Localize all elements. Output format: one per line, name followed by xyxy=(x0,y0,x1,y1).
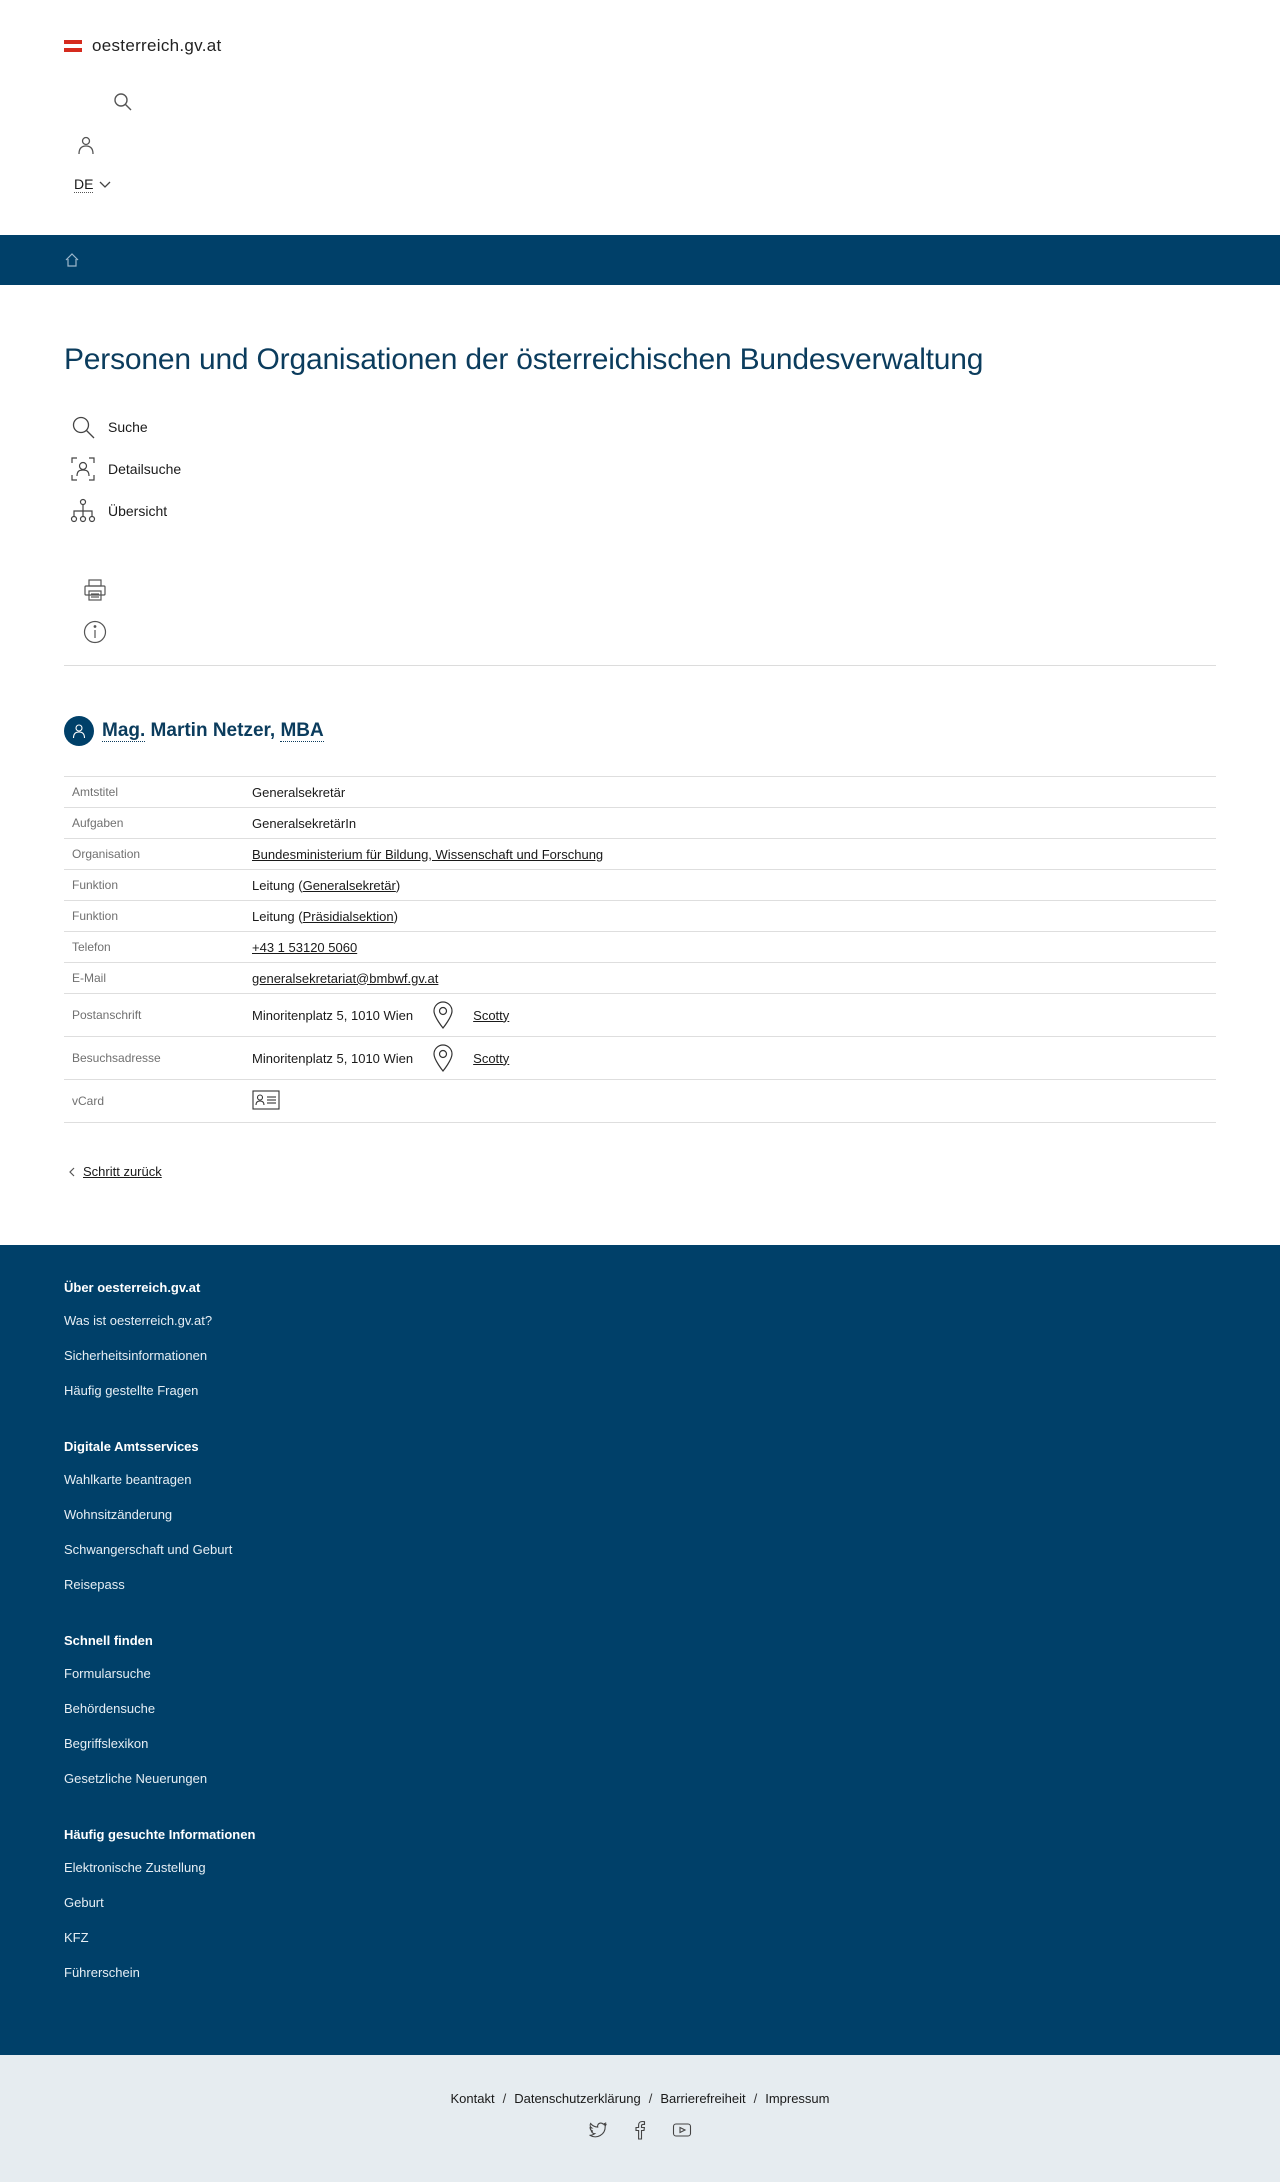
footer-link[interactable]: Wahlkarte beantragen xyxy=(64,1472,192,1487)
table-row xyxy=(64,839,1216,870)
row-label: Funktion xyxy=(64,870,244,901)
row-label: Aufgaben xyxy=(64,808,244,839)
function-suffix: ) xyxy=(395,877,401,893)
back-link[interactable] xyxy=(68,1164,162,1179)
phone-link[interactable]: +43 1 53120 5060 xyxy=(252,939,358,955)
scotty-link[interactable]: Scotty xyxy=(473,1007,510,1023)
table-row xyxy=(64,1037,1216,1080)
function-prefix: Leitung ( xyxy=(252,877,303,893)
search-icon xyxy=(70,414,96,440)
map-pin-icon xyxy=(431,1001,455,1029)
scotty-link[interactable]: Scotty xyxy=(473,1050,510,1066)
function-link-generalsekretaer[interactable]: Generalsekretär xyxy=(302,877,396,893)
facebook-icon[interactable] xyxy=(630,2120,650,2140)
home-icon[interactable] xyxy=(62,250,82,270)
person-avatar-icon xyxy=(64,716,94,746)
imprint-link[interactable]: Impressum xyxy=(765,2091,830,2106)
postal-address: Minoritenplatz 5, 1010 Wien xyxy=(252,1007,414,1023)
info-icon[interactable] xyxy=(82,619,108,645)
chevron-left-icon xyxy=(68,1167,75,1177)
footer-link[interactable]: Wohnsitzänderung xyxy=(64,1507,173,1522)
footer-link[interactable]: Schwangerschaft und Geburt xyxy=(64,1542,233,1557)
youtube-icon[interactable] xyxy=(672,2120,692,2140)
footer-link[interactable]: Gesetzliche Neuerungen xyxy=(64,1771,208,1786)
contact-link[interactable]: Kontakt xyxy=(450,2091,495,2106)
chevron-down-icon xyxy=(99,181,111,189)
search-icon[interactable] xyxy=(109,88,137,116)
person-name xyxy=(102,720,324,742)
austria-flag-icon xyxy=(64,40,82,53)
tool-detail-search-label: Detailsuche xyxy=(108,461,182,477)
footer-link[interactable]: Was ist oesterreich.gv.at? xyxy=(64,1313,213,1328)
row-value: Generalsekretär xyxy=(244,777,1216,808)
separator: / xyxy=(753,2091,758,2106)
page-title: Personen und Organisationen der österreichischen Bundesverwaltung xyxy=(64,343,984,376)
title-prefix: Mag. xyxy=(102,720,146,741)
footer-link[interactable]: Begriffslexikon xyxy=(64,1736,149,1751)
person-heading xyxy=(64,716,324,746)
footer-link[interactable]: Formularsuche xyxy=(64,1666,151,1681)
email-link[interactable]: generalsekretariat@bmbwf.gv.at xyxy=(252,970,439,986)
footer-link[interactable]: Sicherheitsinformationen xyxy=(64,1348,208,1363)
tool-detail-search[interactable] xyxy=(70,456,181,482)
row-label: vCard xyxy=(64,1080,244,1123)
table-row xyxy=(64,808,1216,839)
separator: / xyxy=(648,2091,653,2106)
table-row xyxy=(64,777,1216,808)
table-row xyxy=(64,932,1216,963)
function-link-praesidialsektion[interactable]: Präsidialsektion xyxy=(302,908,394,924)
row-label: Telefon xyxy=(64,932,244,963)
tool-search-label: Suche xyxy=(108,419,148,435)
footer-link[interactable]: Geburt xyxy=(64,1895,104,1910)
row-label: Besuchsadresse xyxy=(64,1037,244,1080)
legal-links xyxy=(0,2091,1280,2106)
tool-overview-label: Übersicht xyxy=(108,503,168,519)
footer-heading: Digitale Amtsservices xyxy=(64,1439,199,1454)
footer-link[interactable]: Führerschein xyxy=(64,1965,140,1980)
person-fullname: Martin Netzer, xyxy=(145,720,281,741)
social-links xyxy=(0,2120,1280,2140)
table-row xyxy=(64,901,1216,932)
separator: / xyxy=(502,2091,507,2106)
function-prefix: Leitung ( xyxy=(252,908,303,924)
footer-heading: Über oesterreich.gv.at xyxy=(64,1280,201,1295)
row-label: Funktion xyxy=(64,901,244,932)
divider xyxy=(64,665,1216,666)
row-label: Postanschrift xyxy=(64,994,244,1037)
twitter-icon[interactable] xyxy=(588,2120,608,2140)
footer xyxy=(0,1245,1280,2055)
person-details-table xyxy=(64,776,1216,1123)
table-row xyxy=(64,1080,1216,1123)
table-row xyxy=(64,870,1216,901)
user-login-icon[interactable] xyxy=(72,131,100,159)
org-chart-icon xyxy=(70,498,96,524)
tool-overview[interactable] xyxy=(70,498,167,524)
language-label: DE xyxy=(74,176,94,192)
footer-link[interactable]: Reisepass xyxy=(64,1577,125,1592)
row-label: Amtstitel xyxy=(64,777,244,808)
footer-link[interactable]: KFZ xyxy=(64,1930,89,1945)
footer-link[interactable]: Elektronische Zustellung xyxy=(64,1860,206,1875)
person-search-icon xyxy=(70,456,96,482)
row-value: GeneralsekretärIn xyxy=(244,808,1216,839)
site-logo[interactable] xyxy=(64,36,222,56)
title-suffix: MBA xyxy=(280,720,324,741)
function-suffix: ) xyxy=(393,908,398,924)
vcard-icon[interactable] xyxy=(252,1090,280,1110)
privacy-link[interactable]: Datenschutzerklärung xyxy=(514,2091,641,2106)
back-link-label: Schritt zurück xyxy=(83,1164,162,1179)
table-row xyxy=(64,963,1216,994)
map-pin-icon xyxy=(431,1044,455,1072)
footer-link[interactable]: Häufig gestellte Fragen xyxy=(64,1383,199,1398)
legal-bar xyxy=(0,2055,1280,2182)
tool-search[interactable] xyxy=(70,414,148,440)
row-label: Organisation xyxy=(64,839,244,870)
footer-heading: Schnell finden xyxy=(64,1633,153,1648)
row-label: E-Mail xyxy=(64,963,244,994)
footer-link[interactable]: Behördensuche xyxy=(64,1701,156,1716)
language-selector[interactable] xyxy=(74,176,111,193)
visit-address: Minoritenplatz 5, 1010 Wien xyxy=(252,1050,414,1066)
breadcrumb-bar xyxy=(0,235,1280,285)
footer-heading: Häufig gesuchte Informationen xyxy=(64,1827,256,1842)
organisation-link[interactable]: Bundesministerium für Bildung, Wissenschaft und Forschung xyxy=(252,846,604,862)
table-row xyxy=(64,994,1216,1037)
accessibility-link[interactable]: Barrierefreiheit xyxy=(660,2091,746,2106)
logo-text: oesterreich.gv.at xyxy=(92,36,222,55)
print-icon[interactable] xyxy=(82,577,108,603)
